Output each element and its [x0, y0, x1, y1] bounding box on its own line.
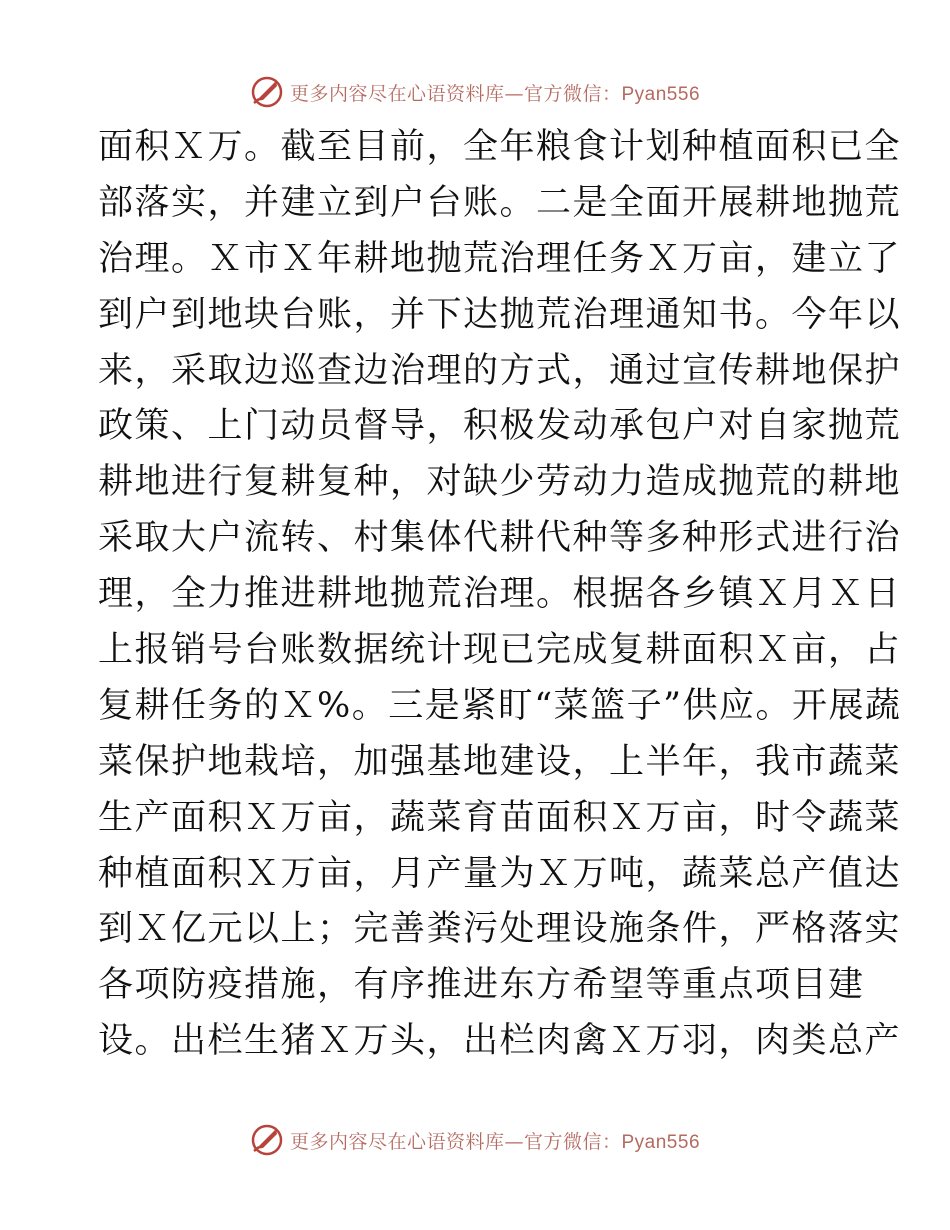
body-line: 设。出栏生猪Ｘ万头，出栏肉禽Ｘ万羽，肉类总产 [98, 1021, 902, 1062]
body-line: 到Ｘ亿元以上；完善粪污处理设施条件，严格落实 [98, 909, 902, 950]
body-line: 上报销号台账数据统计现已完成复耕面积Ｘ亩，占 [98, 630, 902, 671]
brand-logo-icon [250, 75, 284, 109]
footer-watermark [0, 1120, 950, 1160]
watermark-text: 更多内容尽在心语资料库—官方微信： [289, 82, 622, 105]
body-line: 政策、上门动员督导，积极发动承包户对自家抛荒 [98, 406, 902, 447]
watermark-id: Pyan556 [621, 83, 701, 105]
body-line: 种植面积Ｘ万亩，月产量为Ｘ万吨，蔬菜总产值达 [98, 853, 902, 894]
body-line: 耕地进行复耕复种，对缺少劳动力造成抛荒的耕地 [98, 462, 902, 503]
body-line: 复耕任务的Ｘ%。三是紧盯“菜篮子”供应。开展蔬 [98, 685, 902, 726]
document-body [98, 120, 902, 1070]
body-line: 面积Ｘ万。截至目前，全年粮食计划种植面积已全 [98, 127, 902, 167]
header-watermark [0, 72, 950, 112]
body-line: 理，全力推进耕地抛荒治理。根据各乡镇Ｘ月Ｘ日 [98, 574, 902, 615]
brand-logo-icon [250, 1123, 284, 1157]
body-line: 来，采取边巡查边治理的方式，通过宣传耕地保护 [98, 350, 902, 391]
body-line: 部落实，并建立到户台账。二是全面开展耕地抛荒 [98, 182, 902, 223]
watermark-id: Pyan556 [621, 1131, 701, 1153]
body-line: 各项防疫措施，有序推进东方希望等重点项目建 [98, 965, 865, 1006]
body-line: 生产面积Ｘ万亩，蔬菜育苗面积Ｘ万亩，时令蔬菜 [98, 797, 902, 838]
body-line: 治理。Ｘ市Ｘ年耕地抛荒治理任务Ｘ万亩，建立了 [98, 238, 902, 279]
body-line: 到户到地块台账，并下达抛荒治理通知书。今年以 [98, 294, 902, 335]
body-line: 采取大户流转、村集体代耕代种等多种形式进行治 [98, 518, 902, 559]
body-line: 菜保护地栽培，加强基地建设，上半年，我市蔬菜 [98, 741, 902, 782]
watermark-text: 更多内容尽在心语资料库—官方微信： [289, 1130, 622, 1153]
